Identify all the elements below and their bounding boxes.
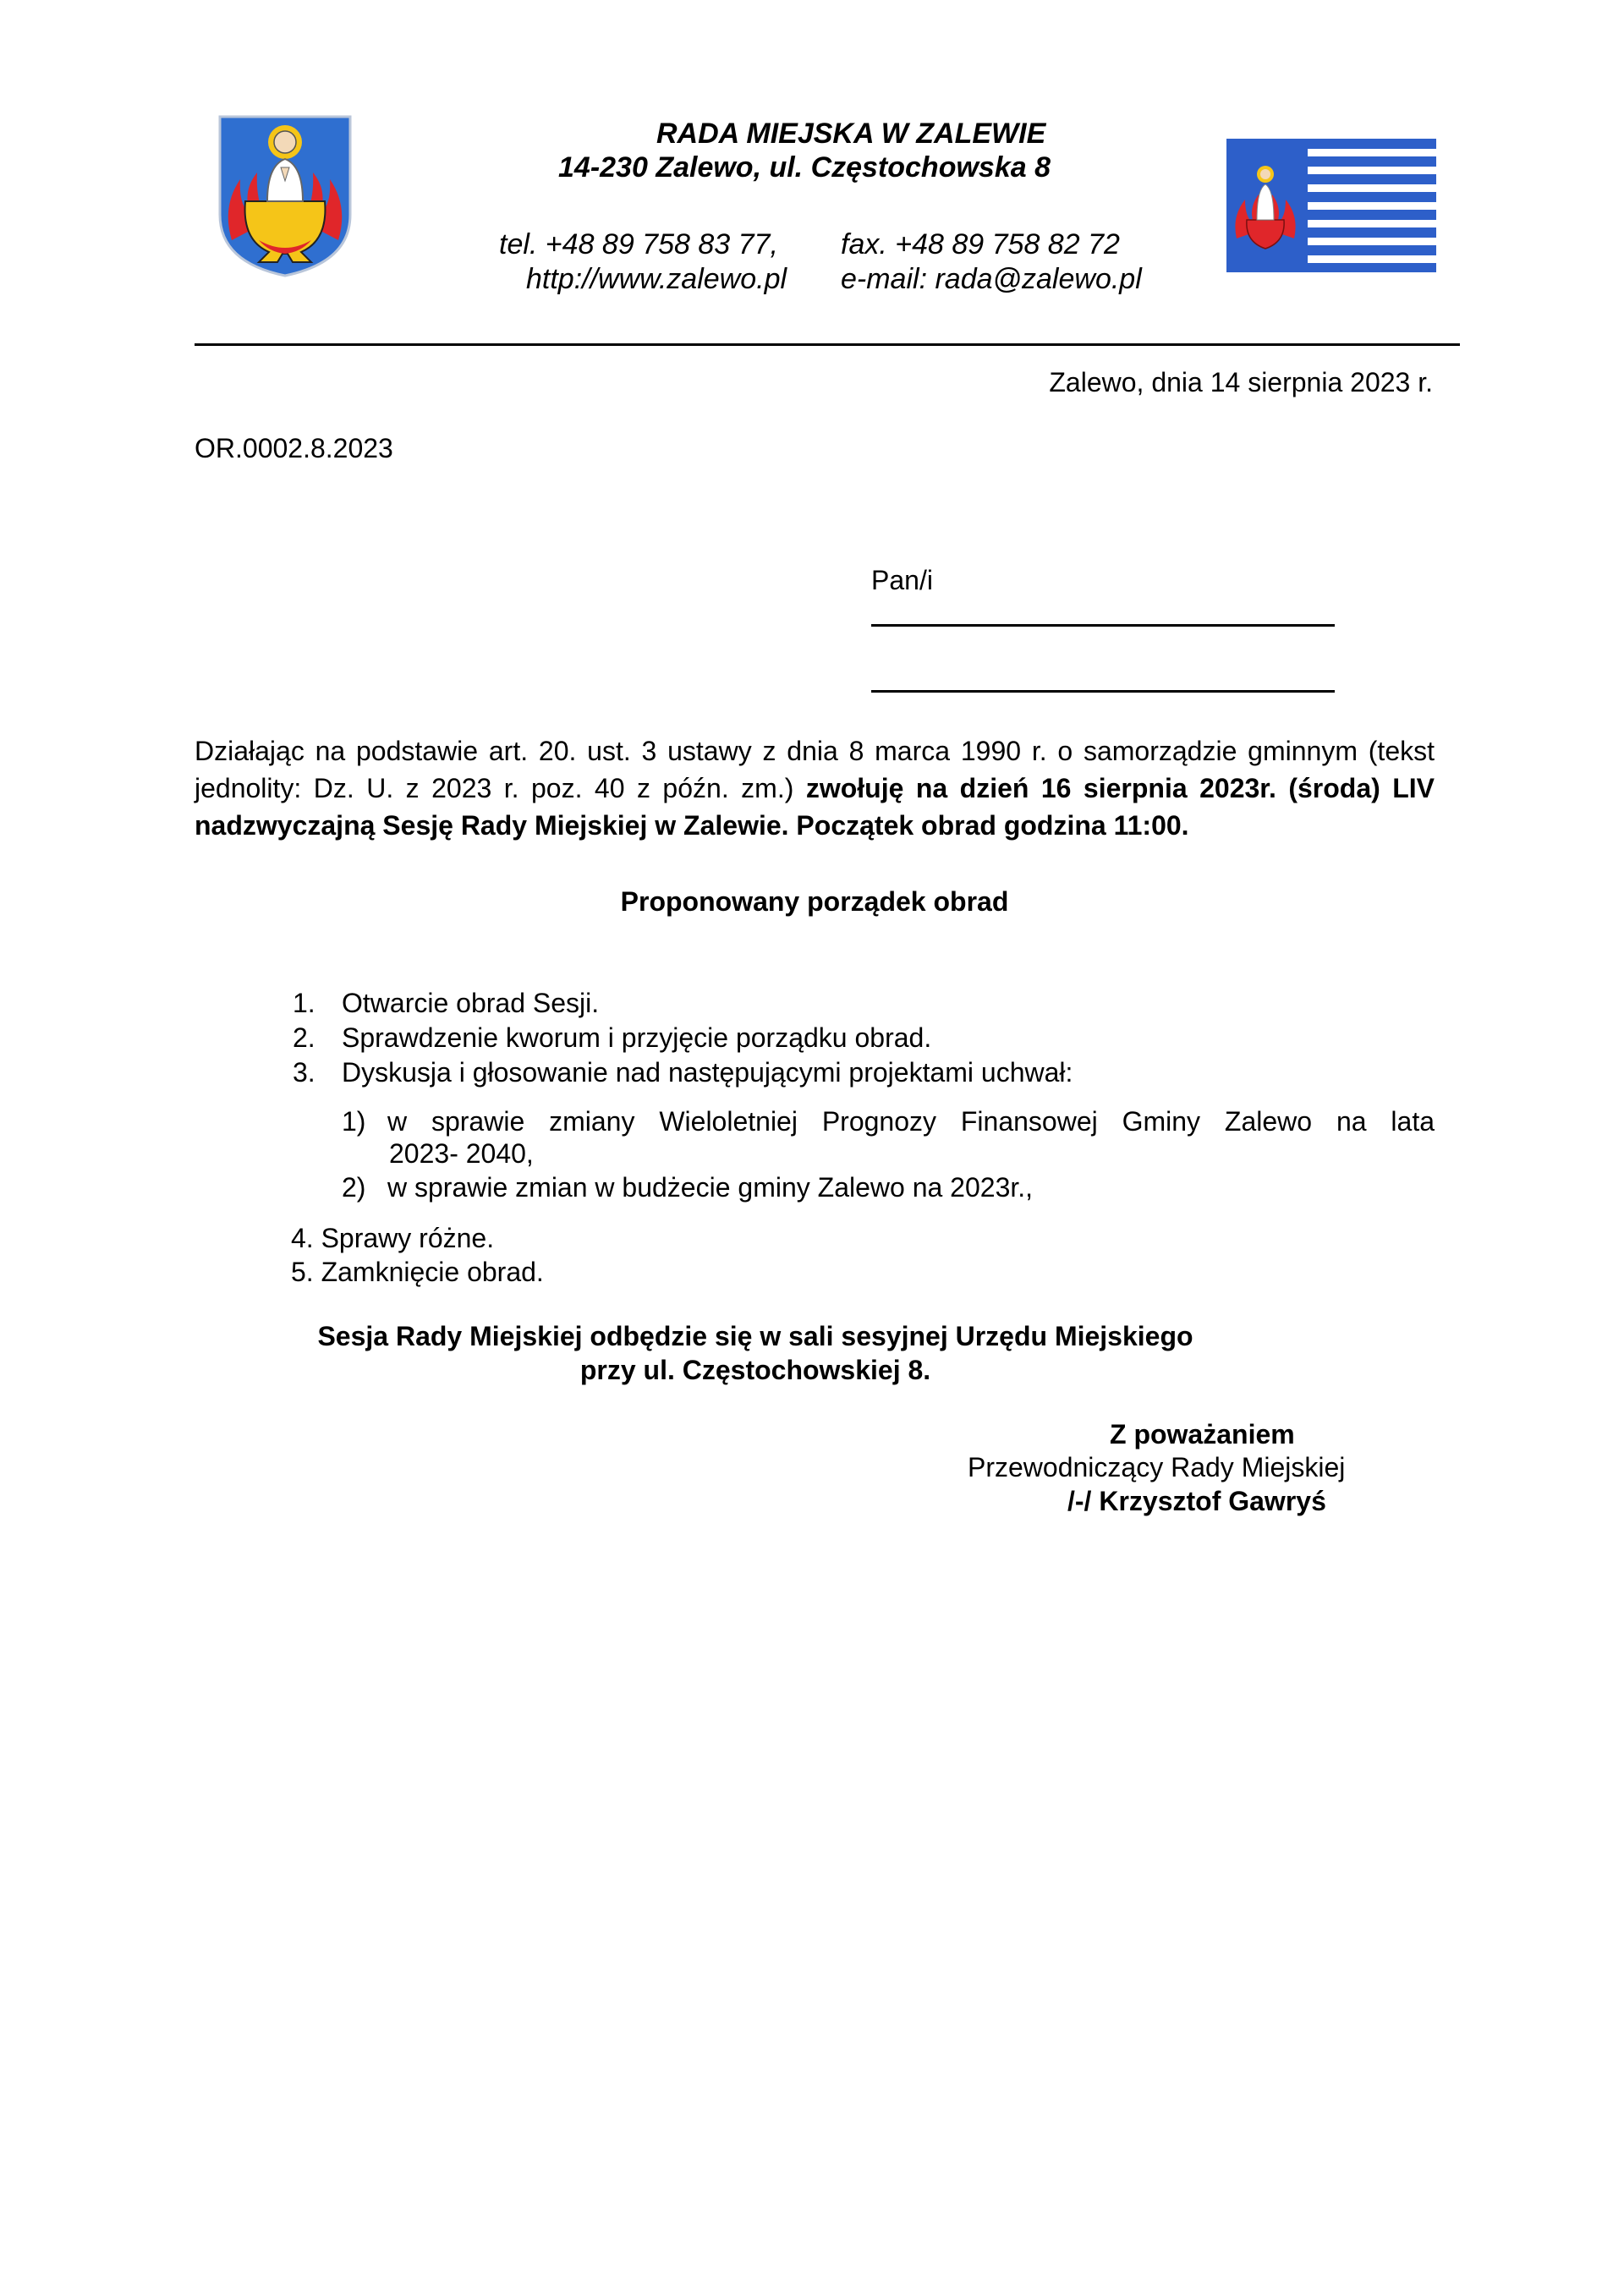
closing-phrase: Z poważaniem bbox=[1110, 1419, 1295, 1449]
addressee-label: Pan/i bbox=[871, 565, 933, 595]
agenda-title: Proponowany porządek obrad bbox=[620, 886, 1009, 917]
agenda-item-text: Sprawdzenie kworum i przyjęcie porządku obrad. bbox=[342, 1022, 932, 1053]
place-date: Zalewo, dnia 14 sierpnia 2023 r. bbox=[1049, 367, 1433, 397]
agenda-item-text: Otwarcie obrad Sesji. bbox=[342, 988, 600, 1018]
agenda-item-num: 3. bbox=[293, 1057, 315, 1088]
addressee-line bbox=[871, 690, 1335, 693]
reference-number: OR.0002.8.2023 bbox=[195, 433, 393, 463]
sub-item-text: w sprawie zmian w budżecie gminy Zalewo na 2023r., bbox=[387, 1172, 1034, 1203]
agenda-item: 4. Sprawy różne. bbox=[291, 1223, 495, 1253]
sub-item-num: 2) bbox=[342, 1172, 366, 1203]
tel-number: tel. +48 89 758 83 77, bbox=[499, 228, 778, 260]
fax-number: fax. +48 89 758 82 72 bbox=[841, 228, 1120, 260]
venue-line: Sesja Rady Miejskiej odbędzie się w sali sesyjnej Urzędu Miejskiego bbox=[317, 1321, 1193, 1351]
signer-name: /-/ Krzysztof Gawryś bbox=[1067, 1486, 1326, 1516]
signer-title: Przewodniczący Rady Miejskiej bbox=[968, 1452, 1346, 1482]
agenda-item: 5. Zamknięcie obrad. bbox=[291, 1257, 544, 1287]
addressee-line bbox=[871, 624, 1335, 627]
agenda-item-num: 1. bbox=[293, 988, 315, 1018]
org-name: RADA MIEJSKA W ZALEWIE bbox=[656, 118, 1046, 150]
coat-of-arms-icon bbox=[217, 113, 354, 279]
agenda-item-num: 2. bbox=[293, 1022, 315, 1053]
sub-item-text-continued: 2023- 2040, bbox=[389, 1138, 534, 1169]
org-address: 14-230 Zalewo, ul. Częstochowska 8 bbox=[558, 151, 1051, 184]
website-link[interactable]: http://www.zalewo.pl bbox=[526, 263, 787, 295]
intro-paragraph bbox=[195, 732, 1435, 844]
venue-line: przy ul. Częstochowskiej 8. bbox=[579, 1355, 931, 1385]
municipal-flag-icon bbox=[1226, 139, 1436, 272]
header-divider bbox=[195, 343, 1460, 346]
intro-text: Działając na podstawie art. 20. ust. 3 ustawy z dnia 8 marca 1990 r. o samorządzie gminnym (tekst jednolity: Dz. U. z 2023 r. poz. 40 z późn. zm.) bbox=[195, 736, 1435, 803]
sub-item-num: 1) bbox=[342, 1106, 366, 1137]
agenda-item-text: Dyskusja i głosowanie nad następującymi projektami uchwał: bbox=[342, 1057, 1073, 1088]
sub-item-text: w sprawie zmiany Wieloletniej Prognozy Finansowej Gminy Zalewo na lata bbox=[387, 1106, 1435, 1137]
email-link[interactable]: e-mail: rada@zalewo.pl bbox=[841, 263, 1142, 295]
intro-bold-text: zwołuję na dzień 16 sierpnia 2023r. (środa) LIV nadzwyczajną Sesję Rady Miejskiej w Zalewie. Początek obrad godzina 11:00. bbox=[195, 773, 1435, 841]
